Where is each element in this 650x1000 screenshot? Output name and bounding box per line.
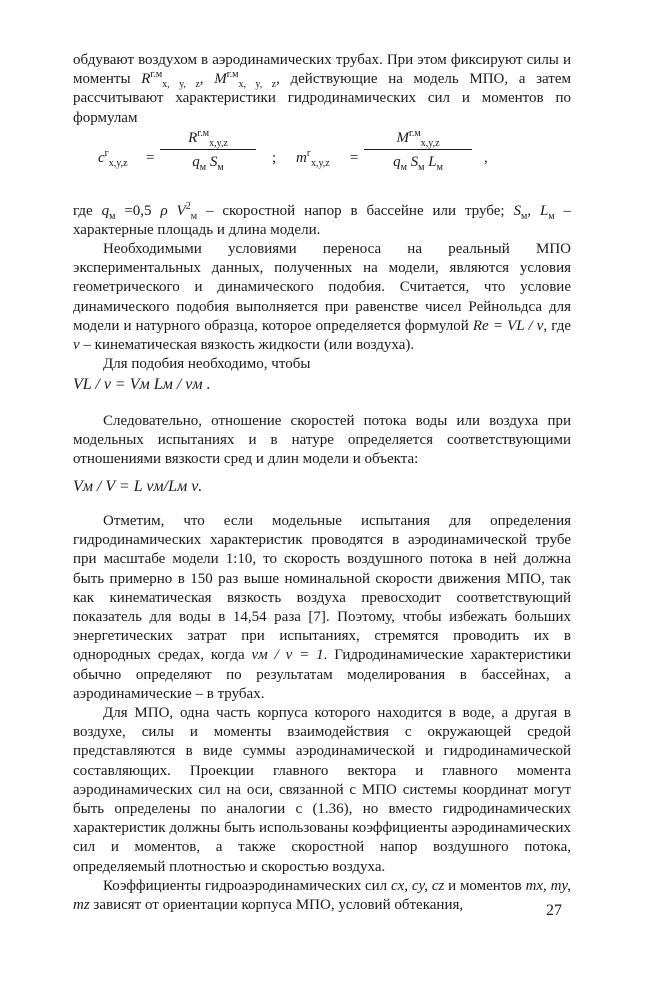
den2-L-sub: м [436,162,443,173]
similarity-part1: Необходимыми условиями переноса на реальный МПО экспериментальных данных, полученных на модели, являются условия геометрического и динамического подобия. Считается, что условие динамического подобия выполняется при равенстве чисел Рейнольдса для модели и натурного образца, которое определяется формулой [73,241,571,334]
m-symbol: m [296,150,307,166]
where-rho: ρ [160,203,168,219]
velocity-ratio-formula: Vм / V = L νм/Lм ν. [73,478,203,495]
where-V-sub: м [190,211,198,222]
where-S-sub: м [520,211,528,222]
similarity-formula: VL / ν = Vм Lм / νм . [73,376,211,393]
force-symbol: R [141,71,151,88]
where-S: S [513,203,521,219]
num-R-sub: x,y,z [209,138,228,149]
m-sup: г [306,148,311,159]
m-coefficient-lhs [296,150,330,167]
den2-S-sub: м [418,162,425,173]
where-L-sub: м [548,211,555,222]
text-block-ratio [73,412,571,470]
nu-symbol: ν [73,337,80,354]
text-block-similarity [73,240,571,374]
where-V: V [176,203,186,219]
where-V-sup: 2 [185,201,191,212]
intro-text-part2: , действующие на модель МПО, а затем рассчитывают характеристики гидродинамических сил и моментов по формулам [73,71,572,126]
where-part2: =0,5 [115,203,161,219]
coefficient-formulas [98,126,538,188]
den-S: S [209,154,218,170]
text-block-where [73,202,571,240]
moment-coefficients: mx, my, mz [73,877,572,914]
where-q-sub: м [109,211,116,222]
m-sub: x,y,z [310,158,330,169]
den2-L: L [428,154,437,170]
force-sup: г.м [150,69,163,81]
text-block-testing [73,512,571,915]
similarity-part2: , где [543,317,571,334]
num-M-sup: г.м [408,128,421,139]
where-part3: – скоростной напор в бассейне или трубе; [197,203,514,219]
moment-sup: г.м [226,69,239,81]
trailing-comma: , [484,150,488,166]
m-fraction [364,130,472,171]
where-part1: где [73,203,102,219]
text-block-intro [73,51,571,128]
den-q: q [192,154,200,170]
where-part4: – характерные площадь и длина модели. [73,203,572,239]
intro-text-part1: обдувают воздухом в аэродинамических трубах. При этом фиксируют силы и моменты [73,52,571,88]
where-q: q [101,203,110,219]
den2-S: S [410,154,419,170]
den-q-sub: м [199,162,207,173]
viscosity-ratio-formula: νм / ν = 1 [251,647,324,664]
num-R: R [188,130,198,146]
moment-sub: x, y, z [238,79,277,91]
reynolds-formula: Re = VL / ν [472,317,544,334]
coeff-part2: и моментов [444,877,526,894]
c-fraction [160,130,256,171]
force-sub: x, y, z [162,79,200,91]
m-fraction-denominator [364,150,472,171]
semicolon: ; [272,150,277,166]
where-L: L [539,203,549,219]
m-fraction-numerator [364,130,472,150]
num-M-sub: x,y,z [420,138,440,149]
similarity-lead-in: Для подобия необходимо, чтобы [103,356,311,373]
num-M: M [396,130,409,146]
ratio-paragraph: Следовательно, отношение скоростей потока воды или воздуха при модельных испытаниях и в натуре определяется соответствующими отношениями вязкости сред и длин модели и объекта: [73,413,571,468]
force-coefficients: cx, cy, cz [390,877,445,894]
num-R-sup: г.м [197,128,210,139]
den-S-sub: м [217,162,224,173]
c-fraction-numerator [160,130,256,150]
coeff-part1: Коэффициенты гидроаэродинамических сил [103,877,391,894]
c-fraction-denominator [160,150,256,171]
c-sub: x,y,z [108,158,128,169]
where-comma: , [527,203,532,219]
testing-part2: . Гидродинамические характеристики обычно определяют по результатам моделирования в бассейнах, а аэродинамические – в трубах. [73,647,571,702]
equals-sign-2: = [350,150,359,166]
c-sup: г [104,148,109,159]
moment-symbol: M [214,71,227,88]
c-symbol: c [98,150,105,166]
den2-q: q [393,154,401,170]
testing-part1: Отметим, что если модельные испытания для определения гидродинамических характеристик проводятся в аэродинамической трубе при масштабе модели 1:10, то скорость воздушного потока в ней должна быть примерно в 150 раз выше номинальной скорости движения МПО, так как кинематическая вязкость воздуха превосходит соответствующий показатель для воды в 14,54 раза [7]. Поэтому, чтобы избежать больших энергетических затрат при испытаниях, стремятся проводить их в однородных средах, когда [73,513,571,664]
c-coefficient-lhs [98,150,128,167]
page-number: 27 [546,902,562,919]
similarity-part3: – кинематическая вязкость жидкости (или воздуха). [79,337,415,354]
equals-sign: = [146,150,155,166]
coeff-part3: зависят от ориентации корпуса МПО, условий обтекания, [89,897,464,914]
mpo-paragraph: Для МПО, одна часть корпуса которого находится в воде, а другая в воздухе, силы и моменты взаимодействия с окружающей средой представляются в виде суммы аэродинамической и гидродинамической составляющих. Проекции главного вектора и главного момента аэродинамических сил на оси, связанной с МПО системы координат могут быть определены по аналогии с (1.36), но вместо гидродинамических характеристик должны быть использованы коэффициенты аэродинамических сил и моментов, а также скоростной напор воздушного потока, определяемый плотностью и скоростью воздуха. [73,705,571,875]
den2-q-sub: м [400,162,407,173]
comma: , [199,71,204,88]
